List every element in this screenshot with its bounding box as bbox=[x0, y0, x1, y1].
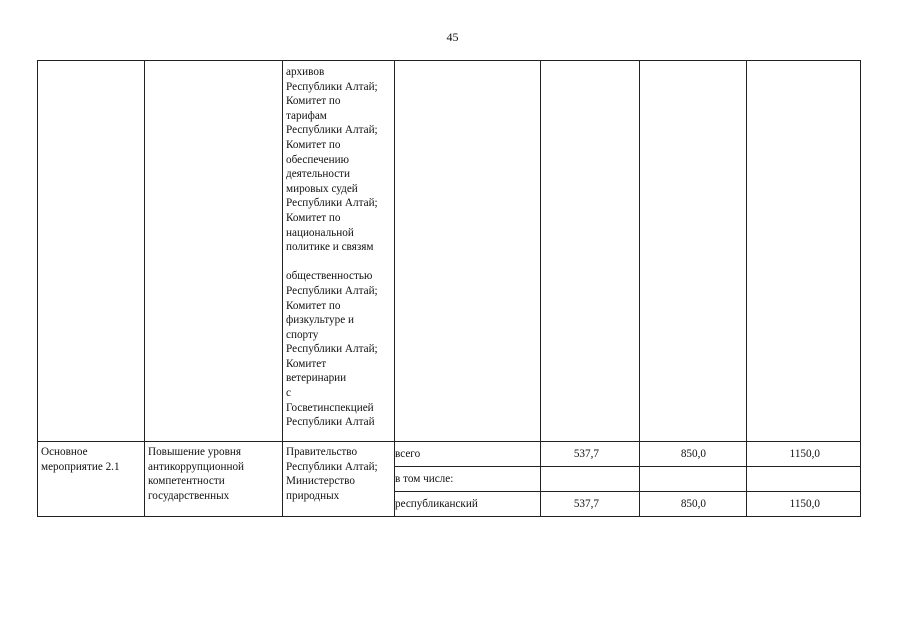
page-number: 45 bbox=[446, 30, 459, 44]
activity-responsible-cell bbox=[283, 442, 395, 517]
funding-value-cell: 537,7 bbox=[541, 442, 640, 467]
funding-value-cell bbox=[747, 467, 861, 492]
activity-responsible-text: Правительство Республики Алтай; Министерство природных bbox=[286, 446, 378, 502]
funding-source-cell: в том числе: bbox=[395, 467, 541, 492]
name-cell-empty bbox=[145, 61, 283, 442]
value-cell-empty-1 bbox=[541, 61, 640, 442]
activity-name-text: Повышение уровня антикоррупционной компетентности государственных bbox=[148, 446, 245, 502]
funding-value-cell: 1150,0 bbox=[747, 442, 861, 467]
funding-value-cell bbox=[640, 467, 747, 492]
funding-row-total bbox=[38, 442, 861, 467]
measure-text: Основное мероприятие 2.1 bbox=[41, 446, 120, 473]
value-cell-empty-2 bbox=[640, 61, 747, 442]
value-cell-empty-3 bbox=[747, 61, 861, 442]
responsible-cell bbox=[283, 61, 395, 442]
continuation-row bbox=[38, 61, 861, 442]
measure-cell bbox=[38, 442, 145, 517]
funding-source-cell: республиканский bbox=[395, 492, 541, 517]
activity-name-cell bbox=[145, 442, 283, 517]
funding-source-cell: всего bbox=[395, 442, 541, 467]
funding-value-cell: 1150,0 bbox=[747, 492, 861, 517]
funding-value-cell: 850,0 bbox=[640, 442, 747, 467]
funding-value-cell bbox=[541, 467, 640, 492]
measure-cell-empty bbox=[38, 61, 145, 442]
program-table bbox=[37, 60, 861, 517]
responsible-continued-text: архивов Республики Алтай; Комитет по тарифам Республики Алтай; Комитет по обеспечению деятельности мировых судей Республики Алтай; Комитет по национальной политике и связям общественностью Республики Алтай; Комитет по физкультуре и спорту Республики Алтай; Комитет ветеринарии с Госветинспекцией Республики Алтай bbox=[286, 66, 378, 429]
source-cell-empty bbox=[395, 61, 541, 442]
funding-value-cell: 537,7 bbox=[541, 492, 640, 517]
funding-value-cell: 850,0 bbox=[640, 492, 747, 517]
